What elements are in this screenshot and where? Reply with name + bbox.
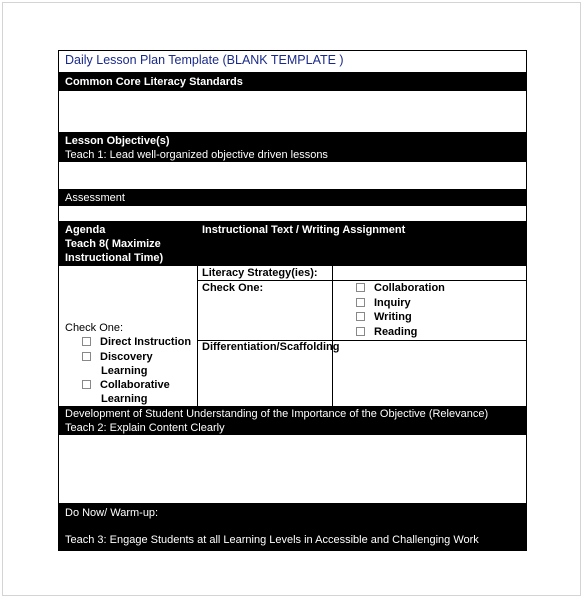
agenda-line1: Agenda [65,224,106,236]
option-direct-instruction[interactable]: Direct Instruction [82,335,191,349]
teach2-label: Teach 2: Explain Content Clearly [65,422,225,434]
checkbox-icon[interactable] [356,283,365,292]
differentiation-label: Differentiation/Scaffolding [202,341,340,353]
checkbox-icon[interactable] [356,298,365,307]
check-one-left-label: Check One: [65,322,124,334]
instructional-text-label: Instructional Text / Writing Assignment [202,224,406,236]
column-divider [197,266,198,407]
option-discovery[interactable]: Discovery [82,350,153,364]
assessment-header [59,190,526,206]
option-writing[interactable]: Writing [356,310,412,324]
option-discovery-cont: Learning [101,365,148,377]
document-title: Daily Lesson Plan Template (BLANK TEMPLATE ) [65,53,344,67]
option-inquiry[interactable]: Inquiry [356,296,411,310]
agenda-header [59,222,526,266]
option-reading[interactable]: Reading [356,325,417,339]
objective-teach: Teach 1: Lead well-organized objective driven lessons [65,149,328,161]
column-divider [332,266,333,407]
relevance-label: Development of Student Understanding of the Importance of the Objective (Relevance) [65,408,489,420]
literacy-strategy-label: Literacy Strategy(ies): [202,267,318,279]
checkbox-icon[interactable] [82,352,91,361]
agenda-line3: Instructional Time) [65,252,164,264]
relevance-header [59,406,526,435]
agenda-line2: Teach 8( Maximize [65,238,161,250]
check-one-right-label: Check One: [202,282,264,294]
lesson-plan-table [58,50,527,551]
checkbox-icon[interactable] [82,337,91,346]
teach3-label: Teach 3: Engage Students at all Learning Levels in Accessible and Challenging Work [65,534,479,546]
option-collaboration[interactable]: Collaboration [356,281,445,295]
checkbox-icon[interactable] [356,327,365,336]
checkbox-icon[interactable] [82,380,91,389]
standards-header [59,73,526,91]
assessment-label: Assessment [65,192,125,204]
option-collaborative[interactable]: Collaborative [82,378,170,392]
objective-header [59,133,526,162]
do-now-header [59,504,526,550]
option-collaborative-cont: Learning [101,393,148,405]
checkbox-icon[interactable] [356,312,365,321]
objective-heading: Lesson Objective(s) [65,135,170,147]
standards-label: Common Core Literacy Standards [65,76,243,88]
do-now-label: Do Now/ Warm-up: [65,507,159,519]
